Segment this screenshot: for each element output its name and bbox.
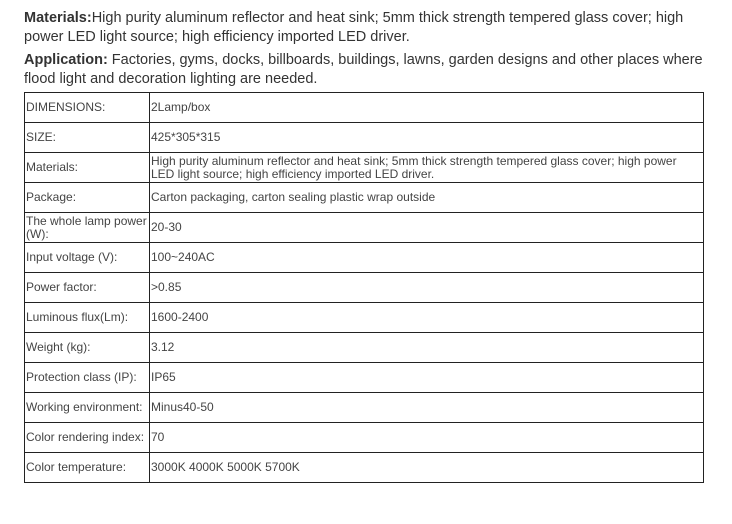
- spec-value: 100~240AC: [150, 243, 704, 273]
- spec-key: Package:: [25, 183, 150, 213]
- spec-value: >0.85: [150, 273, 704, 303]
- spec-value: 425*305*315: [150, 123, 704, 153]
- spec-key: The whole lamp power (W):: [25, 213, 150, 243]
- spec-key: Color temperature:: [25, 453, 150, 483]
- spec-value: High purity aluminum reflector and heat sink; 5mm thick strength tempered glass cover; high power LED light source; high efficiency imported LED driver.: [150, 153, 704, 183]
- spec-key: Input voltage (V):: [25, 243, 150, 273]
- spec-value: Minus40-50: [150, 393, 704, 423]
- application-paragraph: [24, 51, 704, 89]
- table-row: [25, 303, 704, 333]
- application-text: Factories, gyms, docks, billboards, buildings, lawns, garden designs and other places where flood light and decoration lighting are needed.: [24, 52, 703, 87]
- materials-text: High purity aluminum reflector and heat sink; 5mm thick strength tempered glass cover; high power LED light source; high efficiency imported LED driver.: [24, 10, 684, 45]
- spec-key: SIZE:: [25, 123, 150, 153]
- spec-value: IP65: [150, 363, 704, 393]
- table-row: [25, 273, 704, 303]
- table-row: [25, 93, 704, 123]
- table-row: [25, 153, 704, 183]
- table-row: [25, 213, 704, 243]
- spec-value: Carton packaging, carton sealing plastic wrap outside: [150, 183, 704, 213]
- table-row: [25, 453, 704, 483]
- spec-value: 2Lamp/box: [150, 93, 704, 123]
- application-label: Application:: [24, 52, 108, 68]
- spec-value: 20-30: [150, 213, 704, 243]
- spec-key: Working environment:: [25, 393, 150, 423]
- spec-key: Color rendering index:: [25, 423, 150, 453]
- spec-key: Materials:: [25, 153, 150, 183]
- table-row: [25, 123, 704, 153]
- spec-value: 3000K 4000K 5000K 5700K: [150, 453, 704, 483]
- spec-key: Power factor:: [25, 273, 150, 303]
- table-row: [25, 393, 704, 423]
- spec-table: [24, 92, 704, 483]
- spec-value: 70: [150, 423, 704, 453]
- table-row: [25, 243, 704, 273]
- table-row: [25, 363, 704, 393]
- table-row: [25, 423, 704, 453]
- spec-value: 1600-2400: [150, 303, 704, 333]
- spec-key: Weight (kg):: [25, 333, 150, 363]
- spec-value: 3.12: [150, 333, 704, 363]
- table-row: [25, 183, 704, 213]
- table-row: [25, 333, 704, 363]
- spec-key: DIMENSIONS:: [25, 93, 150, 123]
- spec-key: Luminous flux(Lm):: [25, 303, 150, 333]
- materials-label: Materials:: [24, 10, 92, 26]
- materials-paragraph: [24, 9, 704, 47]
- spec-key: Protection class (IP):: [25, 363, 150, 393]
